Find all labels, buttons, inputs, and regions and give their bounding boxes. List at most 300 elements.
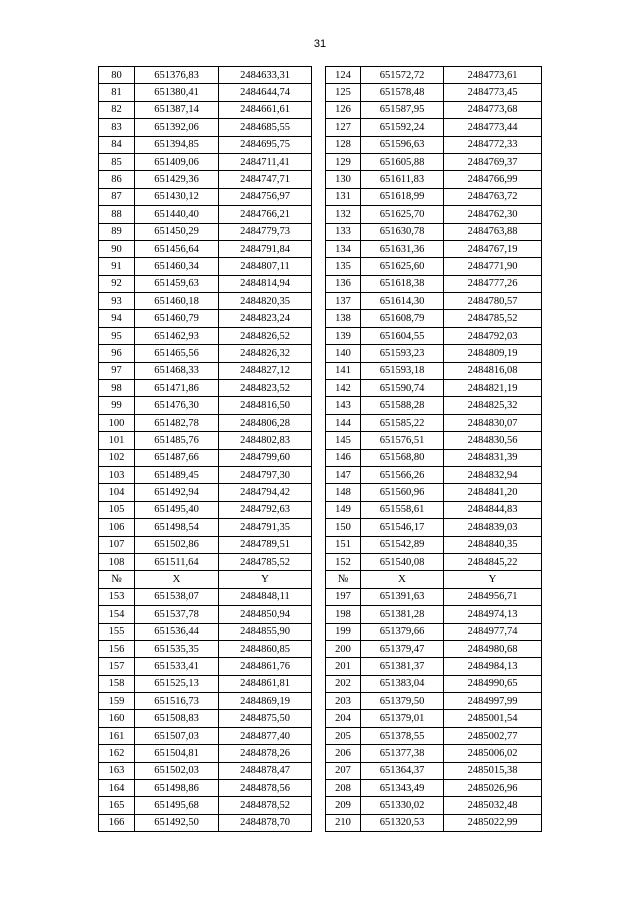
table-row	[99, 136, 542, 153]
table-row	[99, 432, 542, 449]
point-number-left-cell: 101	[99, 432, 135, 449]
x-right-cell: 651566,26	[361, 466, 444, 483]
point-number-left-cell: 81	[99, 84, 135, 101]
point-number-right-cell: 199	[326, 623, 361, 640]
point-number-left-cell: №	[99, 571, 135, 588]
x-right-cell: 651546,17	[361, 519, 444, 536]
x-right-cell: 651320,53	[361, 814, 444, 831]
y-left-cell: 2484848,11	[219, 588, 312, 605]
table-row	[99, 762, 542, 779]
x-left-cell: 651507,03	[135, 727, 219, 744]
point-number-left-cell: 98	[99, 380, 135, 397]
point-number-left-cell: 97	[99, 362, 135, 379]
point-number-right-cell: 200	[326, 640, 361, 657]
y-left-cell: 2484785,52	[219, 553, 312, 570]
y-right-cell: 2484766,99	[444, 171, 542, 188]
y-left-cell: 2484877,40	[219, 727, 312, 744]
column-gap	[312, 449, 326, 466]
y-right-cell: 2484792,03	[444, 327, 542, 344]
table-row	[99, 380, 542, 397]
y-left-cell: 2484878,52	[219, 797, 312, 814]
y-left-cell: 2484869,19	[219, 693, 312, 710]
column-gap	[312, 258, 326, 275]
y-right-cell: 2484809,19	[444, 345, 542, 362]
y-right-cell: 2484830,56	[444, 432, 542, 449]
y-right-cell: 2485001,54	[444, 710, 542, 727]
point-number-right-cell: 148	[326, 484, 361, 501]
table-row	[99, 206, 542, 223]
y-left-cell: 2484685,55	[219, 119, 312, 136]
y-left-cell: 2484711,41	[219, 153, 312, 170]
y-left-cell: 2484794,42	[219, 484, 312, 501]
y-left-cell: 2484814,94	[219, 275, 312, 292]
table-row	[99, 797, 542, 814]
y-right-cell: 2484772,33	[444, 136, 542, 153]
y-right-cell: 2485022,99	[444, 814, 542, 831]
point-number-left-cell: 161	[99, 727, 135, 744]
x-right-cell: 651379,50	[361, 693, 444, 710]
x-right-cell: 651625,70	[361, 206, 444, 223]
coordinates-table	[98, 66, 542, 832]
x-right-cell: 651391,63	[361, 588, 444, 605]
column-gap	[312, 397, 326, 414]
y-right-cell: 2484769,37	[444, 153, 542, 170]
y-right-cell: 2484821,19	[444, 380, 542, 397]
x-right-cell: 651343,49	[361, 780, 444, 797]
y-left-cell: 2484861,81	[219, 675, 312, 692]
y-right-cell: 2485015,38	[444, 762, 542, 779]
point-number-left-cell: 99	[99, 397, 135, 414]
point-number-left-cell: 159	[99, 693, 135, 710]
y-left-cell: 2484789,51	[219, 536, 312, 553]
x-right-cell: X	[361, 571, 444, 588]
y-left-cell: 2484756,97	[219, 188, 312, 205]
column-gap	[312, 519, 326, 536]
point-number-left-cell: 91	[99, 258, 135, 275]
y-left-cell: 2484860,85	[219, 640, 312, 657]
table-row	[99, 67, 542, 84]
x-left-cell: 651482,78	[135, 414, 219, 431]
x-right-cell: 651381,37	[361, 658, 444, 675]
x-left-cell: 651465,56	[135, 345, 219, 362]
x-right-cell: 651631,36	[361, 240, 444, 257]
x-right-cell: 651592,24	[361, 119, 444, 136]
point-number-left-cell: 92	[99, 275, 135, 292]
point-number-right-cell: 198	[326, 606, 361, 623]
y-right-cell: 2484974,13	[444, 606, 542, 623]
point-number-left-cell: 102	[99, 449, 135, 466]
y-left-cell: 2484827,12	[219, 362, 312, 379]
y-left-cell: 2484807,11	[219, 258, 312, 275]
x-left-cell: 651462,93	[135, 327, 219, 344]
x-left-cell: 651525,13	[135, 675, 219, 692]
x-left-cell: 651487,66	[135, 449, 219, 466]
table-row	[99, 727, 542, 744]
y-left-cell: 2484823,52	[219, 380, 312, 397]
point-number-right-cell: 146	[326, 449, 361, 466]
y-right-cell: 2485026,96	[444, 780, 542, 797]
column-gap	[312, 310, 326, 327]
table-row	[99, 153, 542, 170]
column-gap	[312, 432, 326, 449]
x-left-cell: 651380,41	[135, 84, 219, 101]
x-right-cell: 651542,89	[361, 536, 444, 553]
x-left-cell: 651502,03	[135, 762, 219, 779]
x-right-cell: 651330,02	[361, 797, 444, 814]
x-left-cell: 651504,81	[135, 745, 219, 762]
table-row	[99, 188, 542, 205]
point-number-left-cell: 158	[99, 675, 135, 692]
column-gap	[312, 536, 326, 553]
column-gap	[312, 362, 326, 379]
x-right-cell: 651585,22	[361, 414, 444, 431]
column-gap	[312, 136, 326, 153]
point-number-right-cell: 208	[326, 780, 361, 797]
table-row	[99, 519, 542, 536]
x-right-cell: 651630,78	[361, 223, 444, 240]
point-number-right-cell: 143	[326, 397, 361, 414]
y-right-cell: 2484840,35	[444, 536, 542, 553]
point-number-right-cell: 209	[326, 797, 361, 814]
y-right-cell: 2484844,83	[444, 501, 542, 518]
y-right-cell: 2484830,07	[444, 414, 542, 431]
point-number-left-cell: 105	[99, 501, 135, 518]
x-right-cell: 651378,55	[361, 727, 444, 744]
x-left-cell: 651535,35	[135, 640, 219, 657]
x-right-cell: 651596,63	[361, 136, 444, 153]
table-row	[99, 536, 542, 553]
x-right-cell: 651383,04	[361, 675, 444, 692]
point-number-right-cell: 144	[326, 414, 361, 431]
table-row	[99, 119, 542, 136]
column-gap	[312, 762, 326, 779]
x-right-cell: 651578,48	[361, 84, 444, 101]
point-number-right-cell: 129	[326, 153, 361, 170]
point-number-left-cell: 157	[99, 658, 135, 675]
y-left-cell: 2484878,56	[219, 780, 312, 797]
x-right-cell: 651618,99	[361, 188, 444, 205]
column-gap	[312, 727, 326, 744]
column-gap	[312, 797, 326, 814]
table-row	[99, 640, 542, 657]
x-right-cell: 651558,61	[361, 501, 444, 518]
y-right-cell: 2484816,08	[444, 362, 542, 379]
point-number-left-cell: 94	[99, 310, 135, 327]
x-left-cell: 651471,86	[135, 380, 219, 397]
y-right-cell: 2484773,61	[444, 67, 542, 84]
y-left-cell: 2484855,90	[219, 623, 312, 640]
x-left-cell: 651495,40	[135, 501, 219, 518]
x-right-cell: 651625,60	[361, 258, 444, 275]
y-right-cell: 2484825,32	[444, 397, 542, 414]
point-number-left-cell: 90	[99, 240, 135, 257]
table-row	[99, 310, 542, 327]
point-number-left-cell: 107	[99, 536, 135, 553]
table-row	[99, 84, 542, 101]
x-left-cell: 651508,83	[135, 710, 219, 727]
x-left-cell: 651376,83	[135, 67, 219, 84]
point-number-left-cell: 153	[99, 588, 135, 605]
point-number-right-cell: 147	[326, 466, 361, 483]
point-number-right-cell: 128	[326, 136, 361, 153]
table-row	[99, 553, 542, 570]
point-number-right-cell: 138	[326, 310, 361, 327]
x-right-cell: 651576,51	[361, 432, 444, 449]
column-gap	[312, 327, 326, 344]
column-gap	[312, 658, 326, 675]
column-gap	[312, 780, 326, 797]
table-row	[99, 606, 542, 623]
x-right-cell: 651605,88	[361, 153, 444, 170]
point-number-right-cell: 149	[326, 501, 361, 518]
x-right-cell: 651593,18	[361, 362, 444, 379]
x-left-cell: 651536,44	[135, 623, 219, 640]
x-left-cell: 651533,41	[135, 658, 219, 675]
y-left-cell: 2484661,61	[219, 101, 312, 118]
point-number-right-cell: 203	[326, 693, 361, 710]
table-row	[99, 658, 542, 675]
y-left-cell: 2484826,32	[219, 345, 312, 362]
x-left-cell: 651492,94	[135, 484, 219, 501]
y-right-cell: 2484831,39	[444, 449, 542, 466]
x-left-cell: X	[135, 571, 219, 588]
column-gap	[312, 67, 326, 84]
column-gap	[312, 745, 326, 762]
point-number-right-cell: 204	[326, 710, 361, 727]
y-right-cell: 2484777,26	[444, 275, 542, 292]
column-gap	[312, 240, 326, 257]
table-row	[99, 501, 542, 518]
column-gap	[312, 414, 326, 431]
x-left-cell: 651459,63	[135, 275, 219, 292]
y-right-cell: 2484773,68	[444, 101, 542, 118]
column-gap	[312, 484, 326, 501]
y-right-cell: 2484997,99	[444, 693, 542, 710]
y-right-cell: 2484771,90	[444, 258, 542, 275]
y-right-cell: 2485006,02	[444, 745, 542, 762]
y-left-cell: 2484875,50	[219, 710, 312, 727]
column-gap	[312, 588, 326, 605]
table-row	[99, 466, 542, 483]
table-header-row	[99, 571, 542, 588]
column-gap	[312, 380, 326, 397]
column-gap	[312, 553, 326, 570]
point-number-right-cell: 125	[326, 84, 361, 101]
y-left-cell: 2484878,26	[219, 745, 312, 762]
point-number-left-cell: 80	[99, 67, 135, 84]
y-left-cell: Y	[219, 571, 312, 588]
x-right-cell: 651540,08	[361, 553, 444, 570]
column-gap	[312, 171, 326, 188]
x-left-cell: 651429,36	[135, 171, 219, 188]
x-left-cell: 651460,79	[135, 310, 219, 327]
table-row	[99, 484, 542, 501]
table-row	[99, 814, 542, 831]
point-number-left-cell: 163	[99, 762, 135, 779]
point-number-left-cell: 160	[99, 710, 135, 727]
table-row	[99, 780, 542, 797]
x-right-cell: 651568,80	[361, 449, 444, 466]
y-left-cell: 2484695,75	[219, 136, 312, 153]
y-left-cell: 2484878,47	[219, 762, 312, 779]
table-row	[99, 588, 542, 605]
column-gap	[312, 275, 326, 292]
x-right-cell: 651572,72	[361, 67, 444, 84]
point-number-right-cell: 136	[326, 275, 361, 292]
y-right-cell: 2485002,77	[444, 727, 542, 744]
table-row	[99, 397, 542, 414]
column-gap	[312, 501, 326, 518]
x-left-cell: 651409,06	[135, 153, 219, 170]
y-left-cell: 2484820,35	[219, 293, 312, 310]
point-number-left-cell: 166	[99, 814, 135, 831]
y-left-cell: 2484878,70	[219, 814, 312, 831]
x-left-cell: 651492,50	[135, 814, 219, 831]
page-number: 31	[313, 38, 327, 50]
column-gap	[312, 84, 326, 101]
table-row	[99, 101, 542, 118]
point-number-right-cell: 150	[326, 519, 361, 536]
point-number-right-cell: 131	[326, 188, 361, 205]
y-right-cell: 2484956,71	[444, 588, 542, 605]
x-right-cell: 651618,38	[361, 275, 444, 292]
y-left-cell: 2484633,31	[219, 67, 312, 84]
point-number-right-cell: 152	[326, 553, 361, 570]
point-number-left-cell: 108	[99, 553, 135, 570]
point-number-right-cell: №	[326, 571, 361, 588]
point-number-left-cell: 83	[99, 119, 135, 136]
y-left-cell: 2484791,84	[219, 240, 312, 257]
point-number-left-cell: 164	[99, 780, 135, 797]
point-number-left-cell: 106	[99, 519, 135, 536]
y-left-cell: 2484797,30	[219, 466, 312, 483]
point-number-left-cell: 87	[99, 188, 135, 205]
point-number-right-cell: 127	[326, 119, 361, 136]
point-number-left-cell: 103	[99, 466, 135, 483]
table-row	[99, 693, 542, 710]
y-left-cell: 2484823,24	[219, 310, 312, 327]
point-number-right-cell: 207	[326, 762, 361, 779]
table-row	[99, 275, 542, 292]
point-number-left-cell: 95	[99, 327, 135, 344]
x-right-cell: 651379,47	[361, 640, 444, 657]
point-number-right-cell: 145	[326, 432, 361, 449]
x-right-cell: 651379,01	[361, 710, 444, 727]
x-right-cell: 651377,38	[361, 745, 444, 762]
y-left-cell: 2484747,71	[219, 171, 312, 188]
point-number-right-cell: 132	[326, 206, 361, 223]
point-number-left-cell: 82	[99, 101, 135, 118]
column-gap	[312, 293, 326, 310]
y-right-cell: 2484832,94	[444, 466, 542, 483]
point-number-right-cell: 205	[326, 727, 361, 744]
column-gap	[312, 640, 326, 657]
point-number-left-cell: 84	[99, 136, 135, 153]
y-right-cell: 2484773,44	[444, 119, 542, 136]
point-number-right-cell: 124	[326, 67, 361, 84]
y-left-cell: 2484799,60	[219, 449, 312, 466]
x-left-cell: 651387,14	[135, 101, 219, 118]
x-right-cell: 651608,79	[361, 310, 444, 327]
x-left-cell: 651440,40	[135, 206, 219, 223]
x-left-cell: 651538,07	[135, 588, 219, 605]
y-right-cell: 2484839,03	[444, 519, 542, 536]
point-number-right-cell: 134	[326, 240, 361, 257]
column-gap	[312, 693, 326, 710]
y-left-cell: 2484792,63	[219, 501, 312, 518]
y-right-cell: 2484980,68	[444, 640, 542, 657]
column-gap	[312, 153, 326, 170]
x-left-cell: 651468,33	[135, 362, 219, 379]
point-number-right-cell: 201	[326, 658, 361, 675]
table-row	[99, 240, 542, 257]
point-number-left-cell: 85	[99, 153, 135, 170]
point-number-right-cell: 202	[326, 675, 361, 692]
y-left-cell: 2484806,28	[219, 414, 312, 431]
x-left-cell: 651430,12	[135, 188, 219, 205]
point-number-left-cell: 88	[99, 206, 135, 223]
point-number-right-cell: 140	[326, 345, 361, 362]
point-number-right-cell: 210	[326, 814, 361, 831]
table-row	[99, 223, 542, 240]
x-left-cell: 651460,18	[135, 293, 219, 310]
x-right-cell: 651604,55	[361, 327, 444, 344]
y-left-cell: 2484861,76	[219, 658, 312, 675]
y-right-cell: 2484763,72	[444, 188, 542, 205]
point-number-left-cell: 165	[99, 797, 135, 814]
point-number-right-cell: 142	[326, 380, 361, 397]
point-number-left-cell: 96	[99, 345, 135, 362]
x-left-cell: 651450,29	[135, 223, 219, 240]
column-gap	[312, 606, 326, 623]
table-row	[99, 362, 542, 379]
x-left-cell: 651498,86	[135, 780, 219, 797]
point-number-left-cell: 155	[99, 623, 135, 640]
y-right-cell: 2484767,19	[444, 240, 542, 257]
x-right-cell: 651590,74	[361, 380, 444, 397]
x-left-cell: 651394,85	[135, 136, 219, 153]
y-left-cell: 2484850,94	[219, 606, 312, 623]
x-left-cell: 651498,54	[135, 519, 219, 536]
x-right-cell: 651593,23	[361, 345, 444, 362]
y-left-cell: 2484779,73	[219, 223, 312, 240]
y-left-cell: 2484644,74	[219, 84, 312, 101]
table-row	[99, 710, 542, 727]
column-gap	[312, 188, 326, 205]
x-left-cell: 651476,30	[135, 397, 219, 414]
point-number-left-cell: 100	[99, 414, 135, 431]
column-gap	[312, 345, 326, 362]
y-right-cell: 2484762,30	[444, 206, 542, 223]
table-row	[99, 258, 542, 275]
point-number-right-cell: 206	[326, 745, 361, 762]
y-right-cell: 2484984,13	[444, 658, 542, 675]
x-right-cell: 651379,66	[361, 623, 444, 640]
table-row	[99, 171, 542, 188]
column-gap	[312, 710, 326, 727]
point-number-right-cell: 126	[326, 101, 361, 118]
y-right-cell: 2484773,45	[444, 84, 542, 101]
y-right-cell: 2485032,48	[444, 797, 542, 814]
x-left-cell: 651516,73	[135, 693, 219, 710]
column-gap	[312, 466, 326, 483]
point-number-left-cell: 89	[99, 223, 135, 240]
column-gap	[312, 206, 326, 223]
column-gap	[312, 223, 326, 240]
table-row	[99, 745, 542, 762]
y-right-cell: 2484977,74	[444, 623, 542, 640]
column-gap	[312, 675, 326, 692]
